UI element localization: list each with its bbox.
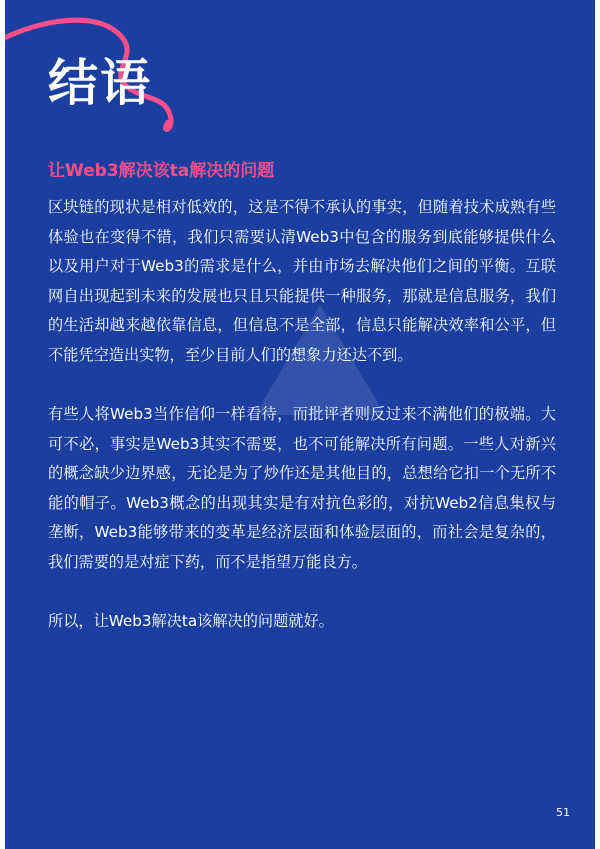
page-title: 结语 bbox=[48, 54, 152, 112]
paragraph-1: 区块链的现状是相对低效的，这是不得不承认的事实，但随着技术成熟有些体验也在变得不错，我们只需要认清Web3中包含的服务到底能够提供什么以及用户对于Web3的需求是什么，并由市场去解决他们之间的平衡。互联网自出现起到未来的发展也只且只能提供一种服务，那就是信息服务，我们的生活却越来越依靠信息，但信息不是全部，信息只能解决效率和公平，但不能凭空造出实物，至少目前人们的想象力还达不到。 bbox=[48, 198, 556, 364]
section-subtitle: 让Web3解决该ta解决的问题 bbox=[48, 161, 275, 181]
paragraph-3: 所以，让Web3解决ta该解决的问题就好。 bbox=[48, 612, 334, 630]
page-number: 51 bbox=[556, 806, 570, 819]
body-text bbox=[48, 193, 556, 667]
paragraph-2: 有些人将Web3当作信仰一样看待，而批评者则反过来不满他们的极端。大可不必，事实是Web3其实不需要，也不可能解决所有问题。一些人对新兴的概念缺少边界感，无论是为了炒作还是其他目的，总想给它扣一个无所不能的帽子。Web3概念的出现其实是有对抗色彩的，对抗Web2信息集权与垄断，Web3能够带来的变革是经济层面和体验层面的，而社会是复杂的，我们需要的是对症下药，而不是指望万能良方。 bbox=[48, 405, 556, 571]
